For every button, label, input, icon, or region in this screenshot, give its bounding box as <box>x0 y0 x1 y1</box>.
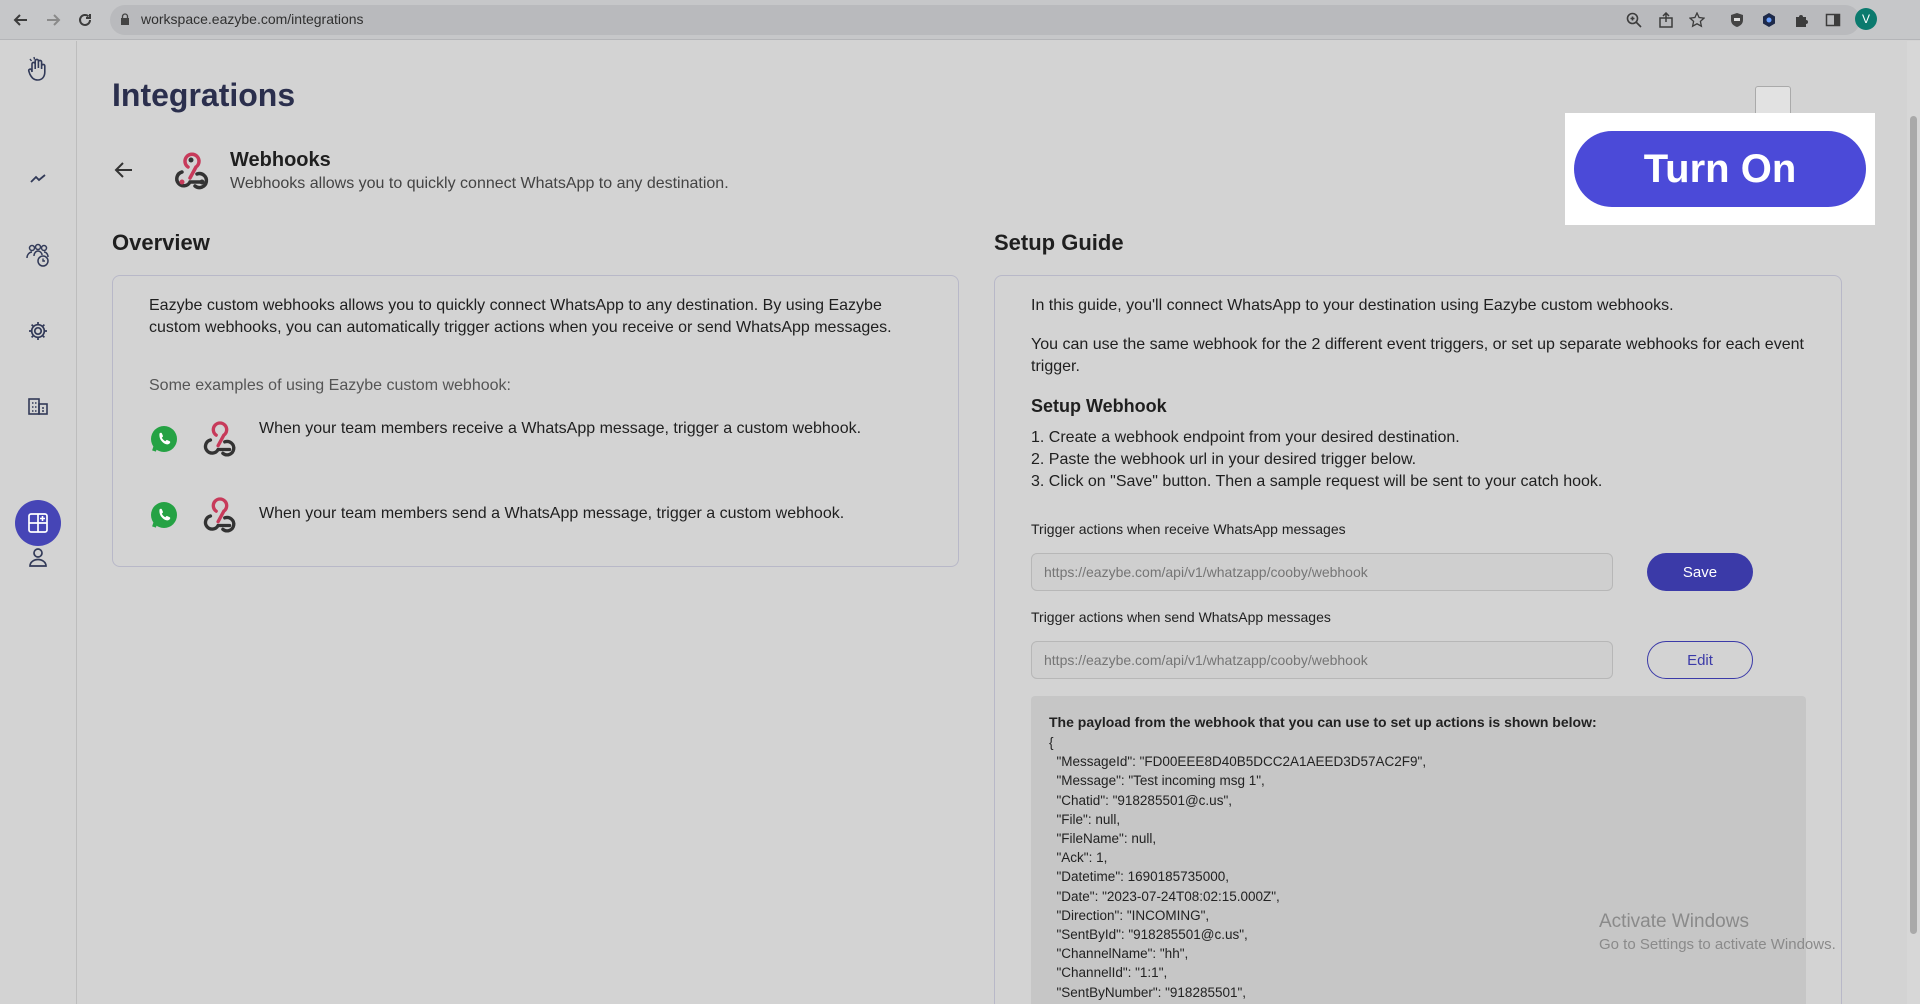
payload-box <box>1031 696 1806 1004</box>
back-arrow-icon[interactable] <box>112 158 140 182</box>
payload-line: "MessageId": "FD00EEE8D40B5DCC2A1AEED3D57AC2F9", <box>1049 754 1427 770</box>
example-text: When your team members receive a WhatsApp message, trigger a custom webhook. <box>259 420 862 437</box>
shield-extension-icon[interactable] <box>1727 10 1747 30</box>
watermark-subtitle: Go to Settings to activate Windows. <box>1599 936 1836 953</box>
side-panel-icon[interactable] <box>1823 10 1843 30</box>
webhook-icon <box>199 494 241 536</box>
setup-steps <box>1031 427 1602 493</box>
integration-name: Webhooks <box>230 149 331 171</box>
wave-hand-logo-icon[interactable] <box>23 54 53 84</box>
back-nav-icon[interactable] <box>9 8 33 32</box>
payload-line: "Message": "Test incoming msg 1", <box>1049 773 1265 789</box>
integrations-nav-active[interactable] <box>15 500 61 546</box>
payload-line: "ChannelName": "hh", <box>1049 946 1189 962</box>
integration-description: Webhooks allows you to quickly connect WhatsApp to any destination. <box>230 175 729 192</box>
whatsapp-icon <box>149 424 179 454</box>
save-button[interactable]: Save <box>1647 553 1753 591</box>
organization-building-icon[interactable] <box>23 391 53 421</box>
payload-line: "FileName": null, <box>1049 831 1157 847</box>
setup-guide-card <box>994 275 1842 1004</box>
setup-webhook-heading: Setup Webhook <box>1031 396 1167 416</box>
setup-intro: In this guide, you'll connect WhatsApp to your destination using Eazybe custom webhooks. <box>1031 297 1674 314</box>
overview-title: Overview <box>112 230 210 255</box>
payload-line: "Chatid": "918285501@c.us", <box>1049 792 1232 808</box>
receive-webhook-url-input[interactable] <box>1031 553 1613 591</box>
url-text[interactable]: workspace.eazybe.com/integrations <box>141 11 364 27</box>
send-webhook-url-input[interactable] <box>1031 641 1613 679</box>
page-title: Integrations <box>112 77 296 113</box>
webhook-icon <box>199 418 241 460</box>
turn-on-highlight <box>1565 113 1875 225</box>
payload-heading: The payload from the webhook that you can use to set up actions is shown below: <box>1049 714 1597 730</box>
integrations-grid-icon <box>27 512 49 534</box>
zoom-icon[interactable] <box>1624 10 1644 30</box>
turn-on-button[interactable]: Turn On <box>1574 131 1866 207</box>
payload-line: "SentById": "918285501@c.us", <box>1049 927 1248 943</box>
sidebar <box>0 41 77 1004</box>
setup-step: 2. Paste the webhook url in your desired trigger below. <box>1031 451 1417 468</box>
address-bar[interactable] <box>110 5 1860 35</box>
watermark-title: Activate Windows <box>1599 911 1749 932</box>
settings-gear-icon[interactable] <box>23 316 53 346</box>
analytics-icon[interactable] <box>23 164 53 194</box>
example-item-receive <box>149 416 929 462</box>
lock-icon <box>120 13 130 25</box>
windows-activation-watermark <box>1599 911 1836 953</box>
payload-line: "Datetime": 1690185735000, <box>1049 869 1229 885</box>
example-item-send <box>149 492 929 538</box>
reload-icon[interactable] <box>73 8 97 32</box>
hexagon-extension-icon[interactable] <box>1759 10 1779 30</box>
overview-card <box>112 275 959 567</box>
scrollbar-thumb[interactable] <box>1910 116 1917 934</box>
page-scrollbar[interactable] <box>1907 41 1920 1004</box>
bookmark-star-icon[interactable] <box>1687 10 1707 30</box>
overview-intro: Eazybe custom webhooks allows you to quickly connect WhatsApp to any destination. By using Eazybe custom webhooks, you can automatically trigger actions when you receive or send WhatsApp messages. <box>149 297 892 336</box>
example-text: When your team members send a WhatsApp message, trigger a custom webhook. <box>259 505 845 522</box>
examples-label: Some examples of using Eazybe custom webhook: <box>149 377 511 394</box>
setup-guide-title: Setup Guide <box>994 230 1124 255</box>
webhook-logo-icon <box>170 150 214 192</box>
setup-description: You can use the same webhook for the 2 different event triggers, or set up separate webhooks for each event trigger. <box>1031 336 1804 375</box>
payload-line: "ChannelId": "1:1", <box>1049 965 1168 981</box>
puzzle-extension-icon[interactable] <box>1791 10 1811 30</box>
edit-button[interactable]: Edit <box>1647 641 1753 679</box>
send-trigger-label: Trigger actions when send WhatsApp messages <box>1031 609 1331 625</box>
browser-toolbar <box>0 0 1920 40</box>
share-icon[interactable] <box>1656 10 1676 30</box>
payload-line: "Ack": 1, <box>1049 850 1108 866</box>
receive-trigger-label: Trigger actions when receive WhatsApp messages <box>1031 521 1346 537</box>
setup-step: 1. Create a webhook endpoint from your desired destination. <box>1031 429 1460 446</box>
payload-line: { <box>1049 735 1054 750</box>
setup-step: 3. Click on "Save" button. Then a sample request will be sent to your catch hook. <box>1031 473 1603 490</box>
payload-line: "Date": "2023-07-24T08:02:15.000Z", <box>1049 888 1280 904</box>
forward-nav-icon[interactable] <box>41 8 65 32</box>
team-schedule-icon[interactable] <box>23 240 53 270</box>
whatsapp-icon <box>149 500 179 530</box>
payload-line: "File": null, <box>1049 811 1121 827</box>
payload-line: "Direction": "INCOMING", <box>1049 907 1210 923</box>
profile-avatar[interactable]: V <box>1855 8 1877 30</box>
payload-line: "SentByNumber": "918285501", <box>1049 984 1247 1000</box>
user-profile-icon[interactable] <box>23 542 53 572</box>
